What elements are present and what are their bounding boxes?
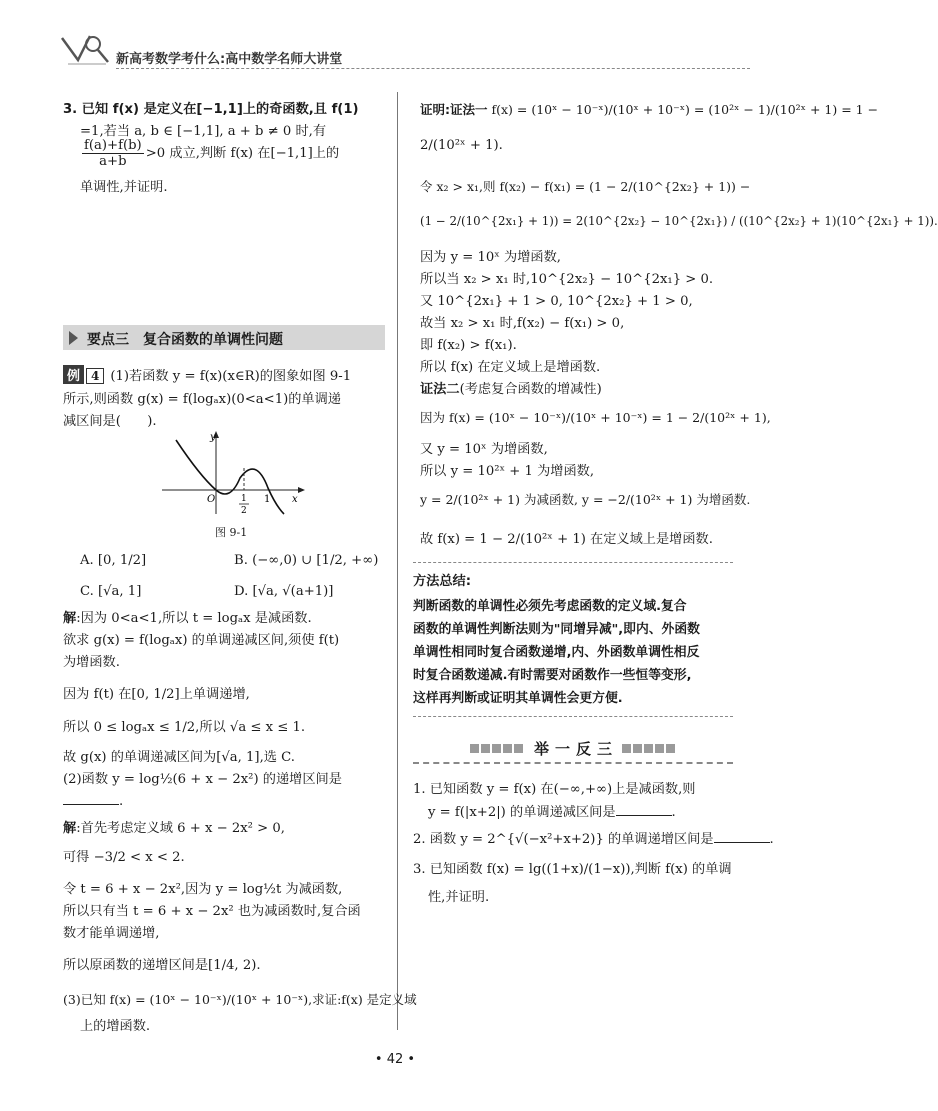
exercise-2-line: 2. 函数 y = 2^{√(−x²+x+2)} 的单调递增区间是 . bbox=[413, 832, 774, 847]
x-axis-arrow-icon bbox=[298, 487, 305, 493]
example-4-line-2: 所示,则函数 g(x) = f(logₐx)(0<a<1)的单调递 bbox=[63, 392, 341, 407]
proof-1-line-8: 故当 x₂ > x₁ 时,f(x₂) − f(x₁) > 0, bbox=[420, 316, 625, 331]
proof-2-line-5: y = 2/(10²ˣ + 1) 为减函数, y = −2/(10²ˣ + 1) 为增函数. bbox=[420, 492, 751, 507]
practice-title: 举一反三 bbox=[534, 740, 619, 758]
q3-frac-numerator: f(a)+f(b) bbox=[84, 138, 142, 153]
proof-1-line-10: 所以 f(x) 在定义域上是增函数. bbox=[420, 360, 601, 375]
square-icon bbox=[622, 744, 631, 753]
proof-2-label: 证法二 bbox=[420, 382, 460, 397]
option-c: C. [√a, 1] bbox=[80, 584, 142, 599]
exercise-3-line-2: 性,并证明. bbox=[428, 890, 490, 905]
q3-frac-denominator: a+b bbox=[99, 154, 127, 170]
proof-1-line-9: 即 f(x₂) > f(x₁). bbox=[420, 338, 517, 353]
page-number: • 42 • bbox=[374, 1052, 416, 1067]
header-title: 新高考数学考什么:高中数学名师大讲堂 bbox=[116, 52, 343, 67]
practice-header bbox=[470, 737, 680, 761]
exercise-1-blank[interactable] bbox=[616, 803, 672, 816]
summary-line-1: 判断函数的单调性必须先考虑函数的定义域.复合 bbox=[413, 599, 687, 614]
solution-1-line-4: 因为 f(t) 在[0, 1/2]上单调递增, bbox=[63, 687, 250, 702]
column-divider bbox=[397, 92, 398, 1030]
summary-line-3: 单调性相同时复合函数递增,内、外函数单调性相反 bbox=[413, 645, 700, 660]
summary-top-rule bbox=[413, 562, 733, 563]
proof-2-line-3: 又 y = 10ˣ 为增函数, bbox=[420, 442, 548, 457]
square-icon bbox=[470, 744, 479, 753]
square-icon bbox=[492, 744, 501, 753]
part-2-line-1: (2)函数 y = log½(6 + x − 2x²) 的递增区间是 bbox=[63, 772, 342, 787]
solution-label: 解 bbox=[63, 611, 77, 626]
proof-1-text-1: f(x) = (10ˣ − 10⁻ˣ)/(10ˣ + 10⁻ˣ) = (10²ˣ − 1)/(10²ˣ + 1) = 1 − bbox=[491, 102, 879, 117]
q3-line-1: 3. 已知 f(x) 是定义在[−1,1]上的奇函数,且 f(1) bbox=[63, 102, 359, 117]
proof-1-line-7: 又 10^{2x₁} + 1 > 0, 10^{2x₂} + 1 > 0, bbox=[420, 294, 693, 309]
summary-line-2: 函数的单调性判断法则为"同增异减",即内、外函数 bbox=[413, 622, 700, 637]
section-title: 要点三 复合函数的单调性问题 bbox=[87, 332, 283, 348]
solution-2-line-5: 数才能单调递增, bbox=[63, 926, 160, 941]
summary-title: 方法总结: bbox=[413, 574, 472, 589]
figure-caption: 图 9-1 bbox=[215, 526, 248, 539]
solution-1-text-1: :因为 0<a<1,所以 t = logₐx 是减函数. bbox=[76, 611, 312, 626]
proof-2-line-2: 因为 f(x) = (10ˣ − 10⁻ˣ)/(10ˣ + 10⁻ˣ) = 1 − 2/(10²ˣ + 1), bbox=[420, 410, 771, 425]
proof-1-line-3: 令 x₂ > x₁,则 f(x₂) − f(x₁) = (1 − 2/(10^{2x₂} + 1)) − bbox=[420, 179, 751, 194]
option-b: B. (−∞,0) ∪ [1/2, +∞) bbox=[234, 553, 379, 568]
square-icon bbox=[503, 744, 512, 753]
proof-2-line-4: 所以 y = 10²ˣ + 1 为增函数, bbox=[420, 464, 595, 479]
proof-1-line-5: 因为 y = 10ˣ 为增函数, bbox=[420, 250, 561, 265]
example-4-line-3: 减区间是( ). bbox=[63, 414, 157, 429]
solution-2-line-3: 令 t = 6 + x − 2x²,因为 y = log½t 为减函数, bbox=[63, 882, 343, 897]
header-rule bbox=[116, 68, 750, 69]
summary-line-4: 时复合函数递减.有时需要对函数作一些恒等变形, bbox=[413, 668, 692, 683]
solution-1-line-6: 故 g(x) 的单调递减区间为[√a, 1],选 C. bbox=[63, 750, 295, 765]
exercise-3-line-1: 3. 已知函数 f(x) = lg((1+x)/(1−x)),判断 f(x) 的单调 bbox=[413, 862, 732, 877]
figure-9-1 bbox=[160, 428, 310, 518]
exercise-1-line-1: 1. 已知函数 y = f(x) 在(−∞,+∞)上是减函数,则 bbox=[413, 782, 696, 797]
solution-1-line-3: 为增函数. bbox=[63, 655, 120, 670]
origin-label: O bbox=[207, 494, 216, 505]
example-badge: 例 bbox=[63, 365, 84, 384]
proof-2-line-6: 故 f(x) = 1 − 2/(10²ˣ + 1) 在定义域上是增函数. bbox=[420, 532, 713, 547]
proof-1-line-2: 2/(10²ˣ + 1). bbox=[420, 138, 503, 153]
tick-half-denominator: 2 bbox=[241, 506, 247, 516]
example-4-line-1 bbox=[63, 365, 351, 384]
summary-line-5: 这样再判断或证明其单调性会更方便. bbox=[413, 691, 623, 706]
solution-1-line-1 bbox=[63, 607, 312, 626]
answer-blank[interactable] bbox=[63, 792, 119, 805]
square-icon bbox=[666, 744, 675, 753]
x-axis-label: x bbox=[292, 494, 298, 505]
proof-2-text-1: (考虑复合函数的增减性) bbox=[459, 382, 602, 397]
square-icon bbox=[481, 744, 490, 753]
square-icon bbox=[644, 744, 653, 753]
part-3-line-1: (3)已知 f(x) = (10ˣ − 10⁻ˣ)/(10ˣ + 10⁻ˣ),求证:f(x) 是定义域 bbox=[63, 992, 417, 1007]
option-d: D. [√a, √(a+1)] bbox=[234, 584, 334, 599]
solution-2-line-4: 所以只有当 t = 6 + x − 2x² 也为减函数时,复合函 bbox=[63, 904, 361, 919]
y-axis-label: y bbox=[210, 432, 216, 443]
solution-2-line-6: 所以原函数的递增区间是[1/4, 2). bbox=[63, 958, 261, 973]
square-icon bbox=[655, 744, 664, 753]
square-icon bbox=[633, 744, 642, 753]
page-header bbox=[60, 28, 760, 72]
square-icon bbox=[514, 744, 523, 753]
triangle-icon bbox=[69, 331, 78, 345]
exercise-2-text: 2. 函数 y = 2^{√(−x²+x+2)} 的单调递增区间是 bbox=[413, 832, 714, 847]
summary-bottom-rule bbox=[413, 716, 733, 717]
proof-2-line-1 bbox=[420, 378, 602, 397]
example-number: 4 bbox=[86, 368, 104, 384]
practice-rule bbox=[413, 762, 733, 764]
solution-1-line-2: 欲求 g(x) = f(logₐx) 的单调递减区间,须使 f(t) bbox=[63, 633, 340, 648]
solution-2-text-1: :首先考虑定义域 6 + x − 2x² > 0, bbox=[76, 821, 285, 836]
q3-line-4: 单调性,并证明. bbox=[80, 180, 168, 195]
exercise-2-blank[interactable] bbox=[714, 830, 770, 843]
section-bar bbox=[63, 325, 385, 350]
proof-1-line-4: (1 − 2/(10^{2x₁} + 1)) = 2(10^{2x₂} − 10^{2x₁}) / ((10^{2x₂} + 1)(10^{2x₁} + 1)). bbox=[420, 214, 938, 228]
part-2-blank: . bbox=[63, 792, 123, 809]
example-4-text-1: (1)若函数 y = f(x)(x∈R)的图象如图 9-1 bbox=[110, 369, 352, 384]
solution-1-line-5: 所以 0 ≤ logₐx ≤ 1/2,所以 √a ≤ x ≤ 1. bbox=[63, 720, 306, 735]
proof-1-line-1 bbox=[420, 100, 878, 118]
solution-2-label: 解 bbox=[63, 821, 77, 836]
option-a: A. [0, 1/2] bbox=[80, 553, 147, 568]
proof-1-line-6: 所以当 x₂ > x₁ 时,10^{2x₂} − 10^{2x₁} > 0. bbox=[420, 272, 714, 287]
exercise-1-text-2: y = f(|x+2|) 的单调递减区间是 bbox=[428, 805, 616, 820]
tick-one-label: 1 bbox=[264, 494, 271, 505]
q3-line-2: =1,若当 a, b ∈ [−1,1], a + b ≠ 0 时,有 bbox=[80, 124, 327, 139]
q3-line-3-tail: >0 成立,判断 f(x) 在[−1,1]上的 bbox=[145, 146, 340, 162]
q3-line-3 bbox=[80, 138, 339, 169]
part-3-line-2: 上的增函数. bbox=[80, 1019, 151, 1034]
proof-1-label: 证明:证法一 bbox=[420, 102, 488, 117]
solution-2-line-1 bbox=[63, 817, 285, 836]
tick-half-numerator: 1 bbox=[241, 494, 247, 504]
logo-icon bbox=[60, 30, 114, 72]
exercise-1-line-2: y = f(|x+2|) 的单调递减区间是 . bbox=[428, 805, 676, 820]
solution-2-line-2: 可得 −3/2 < x < 2. bbox=[63, 850, 185, 865]
